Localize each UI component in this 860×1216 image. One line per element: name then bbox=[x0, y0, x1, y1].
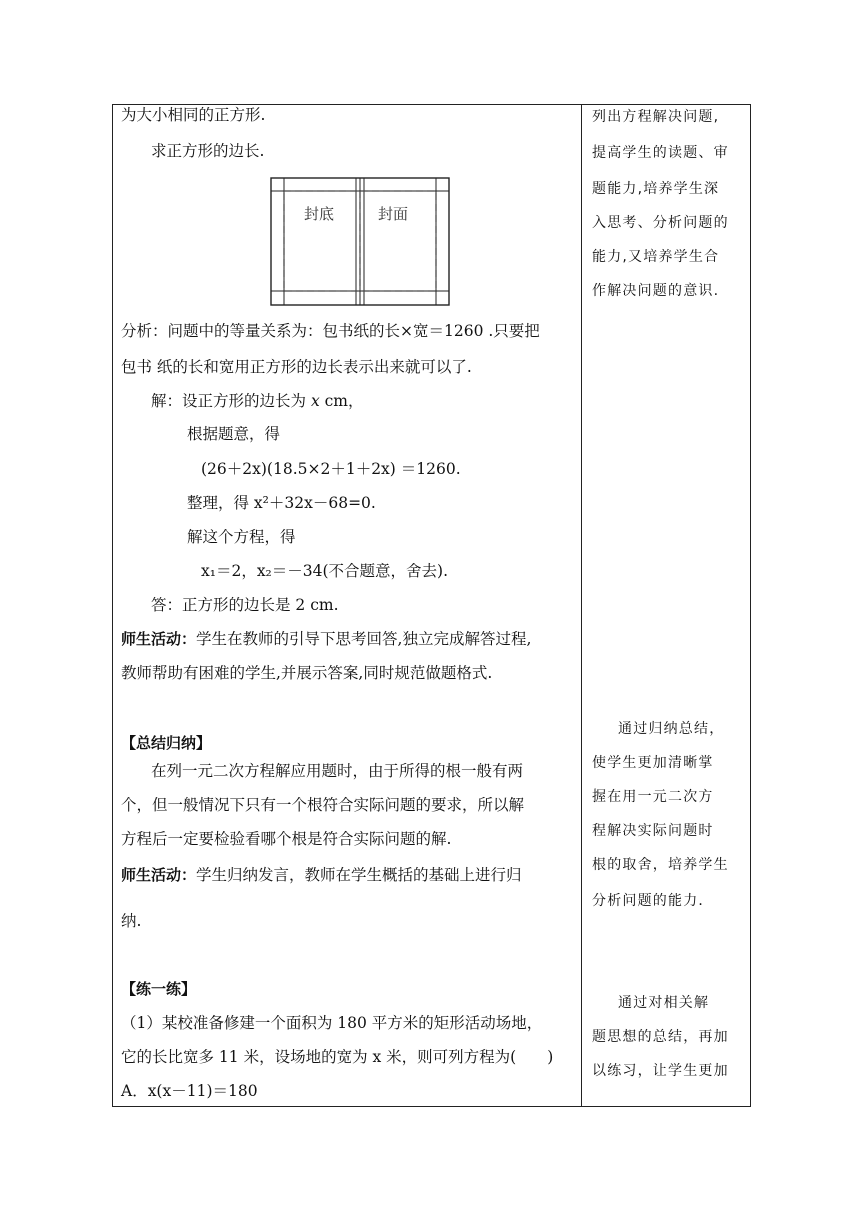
roots-line: x₁＝2，x₂＝－34(不合题意，舍去). bbox=[201, 562, 449, 580]
note-line: 能力,又培养学生合 bbox=[592, 249, 720, 265]
note-line: 通过对相关解 bbox=[618, 995, 710, 1011]
notes-column bbox=[582, 105, 752, 1106]
note-line: 握在用一元二次方 bbox=[592, 789, 714, 805]
analysis-line: 包书 纸的长和宽用正方形的边长表示出来就可以了. bbox=[121, 358, 472, 376]
activity-label: 师生活动： bbox=[121, 630, 197, 648]
summary-line: 个，但一般情况下只有一个根符合实际问题的要求，所以解 bbox=[121, 796, 525, 814]
solution-line: 解这个方程，得 bbox=[187, 528, 296, 546]
note-line: 通过归纳总结， bbox=[618, 721, 725, 737]
activity-line: 师生活动：学生在教师的引导下思考回答,独立完成解答过程, bbox=[121, 630, 532, 648]
lesson-table bbox=[112, 104, 751, 1107]
content-column bbox=[113, 105, 581, 1106]
note-line: 以练习，让学生更加 bbox=[592, 1063, 729, 1079]
practice-option: A．x(x－11)＝180 bbox=[121, 1082, 258, 1100]
book-cover-figure bbox=[270, 177, 450, 307]
note-line: 提高学生的读题、审 bbox=[592, 145, 729, 161]
text-line: 求正方形的边长. bbox=[151, 142, 265, 160]
note-line: 作解决问题的意识. bbox=[592, 283, 720, 299]
note-line: 题能力,培养学生深 bbox=[592, 181, 720, 197]
note-line: 使学生更加清晰掌 bbox=[592, 755, 714, 771]
note-line: 入思考、分析问题的 bbox=[592, 215, 729, 231]
front-cover-label: 封面 bbox=[378, 205, 409, 223]
solution-line: 根据题意，得 bbox=[187, 425, 281, 443]
text-line: 为大小相同的正方形. bbox=[121, 106, 266, 124]
equation-line: (26＋2x)(18.5×2＋1＋2x) ＝1260. bbox=[201, 460, 461, 478]
summary-line: 在列一元二次方程解应用题时，由于所得的根一般有两 bbox=[151, 762, 524, 780]
solution-line: 解：设正方形的边长为 x cm， bbox=[151, 392, 364, 410]
practice-title: 【练一练】 bbox=[121, 980, 197, 998]
answer-line: 答：正方形的边长是 2 cm. bbox=[151, 596, 339, 614]
analysis-line: 分析：问题中的等量关系为：包书纸的长×宽＝1260 .只要把 bbox=[121, 322, 540, 340]
note-line: 程解决实际问题时 bbox=[592, 823, 714, 839]
activity-line: 教师帮助有困难的学生,并展示答案,同时规范做题格式. bbox=[121, 664, 493, 682]
equation-line: 整理，得 x²＋32x－68=0. bbox=[187, 494, 376, 512]
note-line: 根的取舍，培养学生 bbox=[592, 857, 729, 873]
note-line: 分析问题的能力． bbox=[592, 893, 714, 909]
note-line: 列出方程解决问题, bbox=[592, 109, 720, 125]
summary-title: 【总结归纳】 bbox=[121, 734, 212, 752]
activity-line: 师生活动：学生归纳发言，教师在学生概括的基础上进行归 bbox=[121, 866, 522, 884]
note-line: 题思想的总结，再加 bbox=[592, 1029, 729, 1045]
practice-line: 它的长比宽多 11 米，设场地的宽为 x 米，则可列方程为( ) bbox=[121, 1048, 554, 1066]
back-cover-label: 封底 bbox=[304, 205, 335, 223]
summary-line: 方程后一定要检验看哪个根是符合实际问题的解. bbox=[121, 830, 452, 848]
practice-line: （1）某校准备修建一个面积为 180 平方米的矩形活动场地， bbox=[121, 1014, 543, 1032]
activity-label: 师生活动： bbox=[121, 866, 197, 884]
activity-line: 纳. bbox=[121, 912, 142, 930]
